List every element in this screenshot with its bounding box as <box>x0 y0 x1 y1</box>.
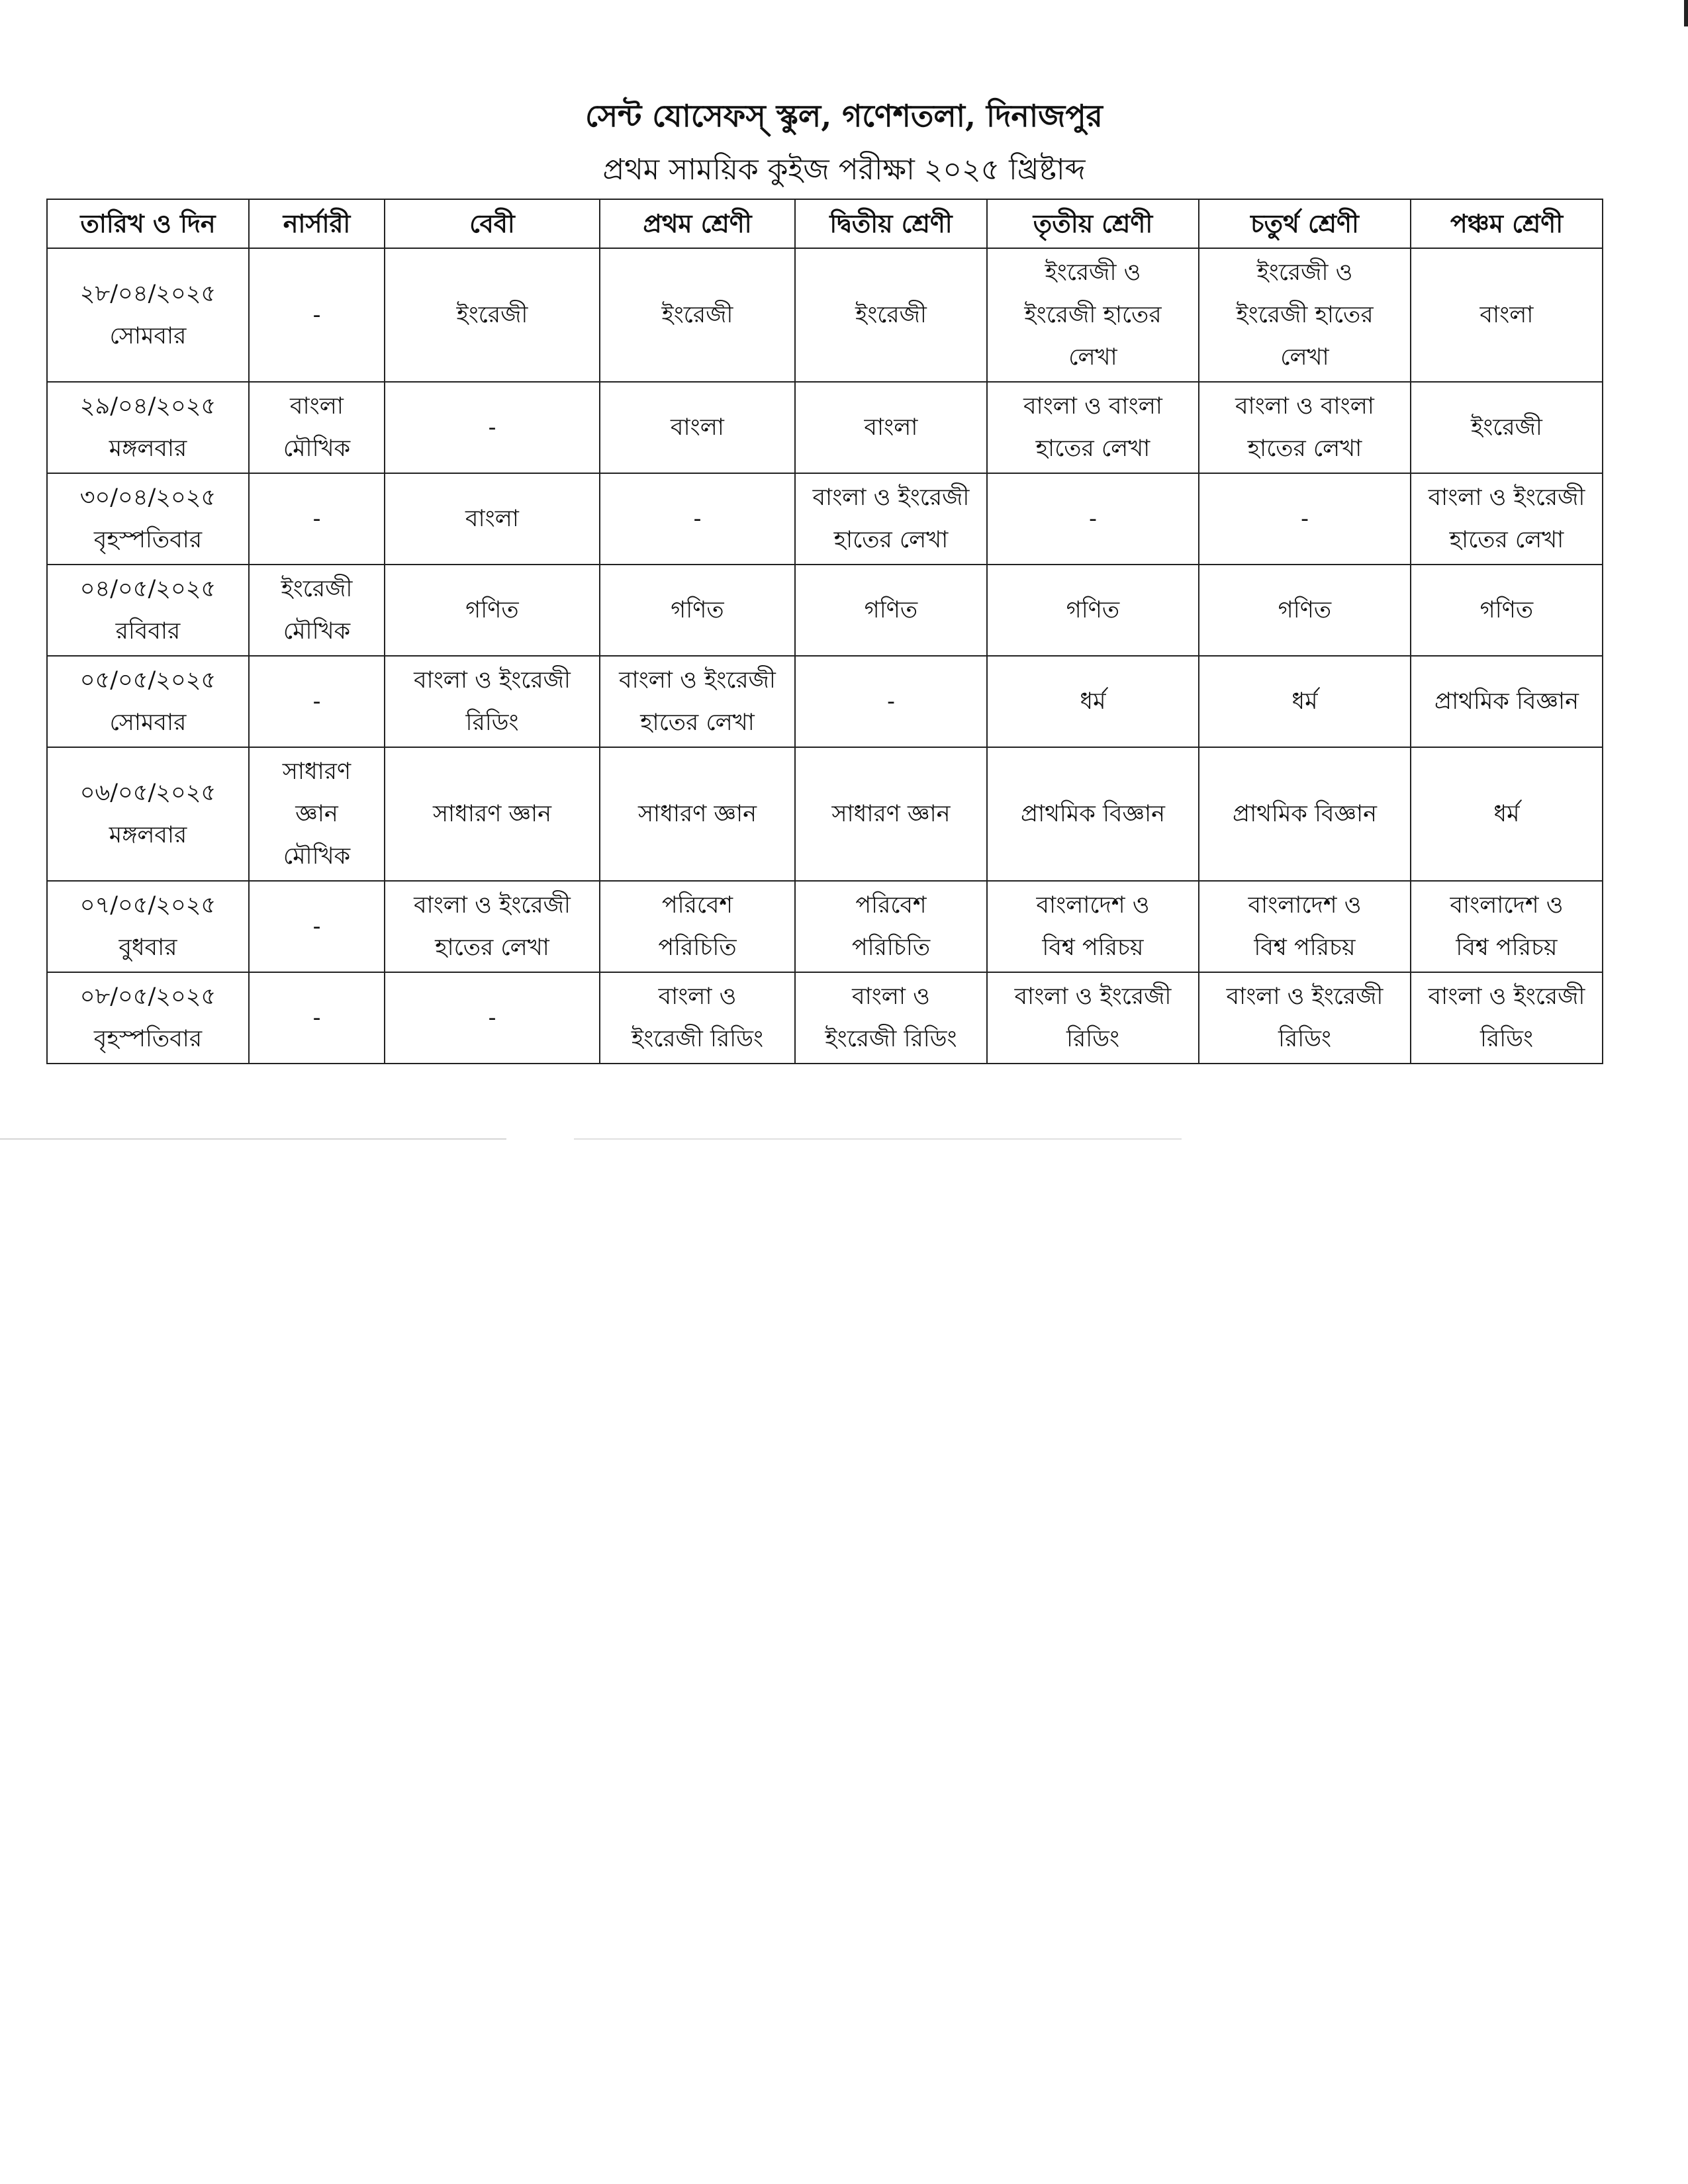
subject-text: - <box>312 688 321 715</box>
subject-text: বাংলা <box>465 506 519 532</box>
exam-routine-table <box>46 199 1603 1064</box>
exam-date: ০৫/০৫/২০২৫ <box>79 667 216 694</box>
subject-cell <box>385 972 600 1064</box>
table-body <box>47 248 1603 1064</box>
subject-text: - <box>488 1005 496 1031</box>
subject-text: প্রাথমিক বিজ্ঞান <box>1232 801 1378 827</box>
school-title: সেন্ট যোসেফস্ স্কুল, গণেশতলা, দিনাজপুর <box>585 98 1103 134</box>
subject-cell <box>1199 248 1411 382</box>
subject-text: বাংলা ও ইংরেজী <box>1428 484 1585 511</box>
subject-text: মৌখিক <box>283 435 351 462</box>
subject-text: - <box>1301 506 1309 532</box>
exam-day: রবিবার <box>115 618 181 645</box>
subject-cell <box>249 747 385 881</box>
table-header-row <box>47 199 1603 248</box>
subject-text: প্রাথমিক বিজ্ঞান <box>1020 801 1166 827</box>
subject-text: বিশ্ব পরিচয় <box>1456 934 1558 961</box>
exam-date: ২৯/০৪/২০২৫ <box>79 393 216 420</box>
exam-day: বৃহস্পতিবার <box>93 527 203 553</box>
subject-cell <box>600 747 795 881</box>
date-cell <box>47 473 249 565</box>
subject-text: - <box>312 302 321 328</box>
subject-text: গণিত <box>1479 597 1534 623</box>
exam-day: সোমবার <box>109 323 187 349</box>
exam-day: সোমবার <box>109 709 187 736</box>
subject-text: বাংলা ও ইংরেজী <box>812 484 970 511</box>
column-header: পঞ্চম শ্রেণী <box>1411 199 1603 248</box>
subject-cell <box>795 382 987 473</box>
subject-cell <box>1411 881 1603 972</box>
subject-text: গণিত <box>1066 597 1120 623</box>
subject-cell <box>795 747 987 881</box>
subject-cell <box>987 382 1199 473</box>
subject-text: রিডিং <box>1066 1026 1120 1052</box>
subject-cell <box>1199 473 1411 565</box>
subject-text: বাংলা <box>671 414 724 441</box>
subject-text: বাংলা <box>864 414 918 441</box>
subject-text: ইংরেজী হাতের <box>1024 302 1162 328</box>
date-cell <box>47 656 249 747</box>
table-row <box>47 565 1603 656</box>
date-cell <box>47 565 249 656</box>
date-cell <box>47 747 249 881</box>
subject-text: মৌখিক <box>283 843 351 870</box>
subject-cell <box>987 972 1199 1064</box>
subject-text: বিশ্ব পরিচয় <box>1254 934 1356 961</box>
subject-cell <box>385 565 600 656</box>
subject-cell <box>385 747 600 881</box>
table-row <box>47 473 1603 565</box>
subject-cell <box>795 881 987 972</box>
subject-text: মৌখিক <box>283 618 351 645</box>
exam-date: ০৮/০৫/২০২৫ <box>79 983 216 1010</box>
subject-text: ইংরেজী ও <box>1256 259 1353 286</box>
date-cell <box>47 881 249 972</box>
subject-text: হাতের লেখা <box>640 709 755 736</box>
exam-day: বৃহস্পতিবার <box>93 1026 203 1052</box>
subject-text: ইংরেজী হাতের <box>1236 302 1374 328</box>
subject-text: জ্ঞান <box>295 801 338 827</box>
subject-cell <box>249 881 385 972</box>
subject-text: সাধারণ <box>282 758 352 785</box>
subject-cell <box>1199 656 1411 747</box>
subject-text: ইংরেজী <box>456 302 528 328</box>
exam-date: ০৭/০৫/২০২৫ <box>79 892 216 919</box>
subject-cell <box>795 473 987 565</box>
subject-cell <box>1199 747 1411 881</box>
subject-text: ইংরেজী রিডিং <box>825 1026 957 1052</box>
exam-day: মঙ্গলবার <box>109 435 187 462</box>
subject-cell <box>1411 473 1603 565</box>
subject-cell <box>1199 565 1411 656</box>
subject-text: বাংলা <box>1479 302 1534 328</box>
scan-edge-mark <box>1684 0 1688 26</box>
exam-date: ২৮/০৪/২০২৫ <box>79 281 216 307</box>
subject-cell <box>795 656 987 747</box>
subject-text: বাংলা ও বাংলা <box>1023 393 1162 420</box>
column-header: দ্বিতীয় শ্রেণী <box>795 199 987 248</box>
exam-day: বুধবার <box>118 934 177 961</box>
subject-cell <box>1411 565 1603 656</box>
subject-text: বাংলা ও <box>852 983 930 1010</box>
column-header: তারিখ ও দিন <box>47 199 249 248</box>
subject-text: রিডিং <box>465 709 519 736</box>
subject-cell <box>600 656 795 747</box>
subject-cell <box>1411 747 1603 881</box>
subject-text: - <box>693 506 702 532</box>
subject-text: বাংলাদেশ ও <box>1450 892 1564 919</box>
subject-text: হাতের লেখা <box>1449 527 1564 553</box>
subject-cell <box>249 248 385 382</box>
subject-text: রিডিং <box>1278 1026 1332 1052</box>
subject-text: বাংলা ও ইংরেজী <box>1428 983 1585 1010</box>
subject-text: বাংলা ও বাংলা <box>1235 393 1374 420</box>
subject-text: লেখা <box>1068 344 1117 371</box>
subject-cell <box>1411 382 1603 473</box>
exam-date: ০৪/০৫/২০২৫ <box>79 576 216 602</box>
subject-cell <box>987 656 1199 747</box>
subject-cell <box>600 565 795 656</box>
subject-text: ধর্ম <box>1291 688 1318 715</box>
subject-text: ইংরেজী <box>1471 414 1542 441</box>
subject-text: গণিত <box>465 597 519 623</box>
subject-text: - <box>488 414 496 441</box>
subject-text: - <box>312 1005 321 1031</box>
scan-artifact-line <box>0 1138 1688 1140</box>
table-row <box>47 972 1603 1064</box>
table-row <box>47 248 1603 382</box>
subject-cell <box>795 248 987 382</box>
subject-cell <box>600 382 795 473</box>
table-row <box>47 747 1603 881</box>
subject-text: পরিচিতি <box>851 934 931 961</box>
subject-text: সাধারণ জ্ঞান <box>831 801 951 827</box>
subject-cell <box>1411 248 1603 382</box>
subject-text: - <box>312 506 321 532</box>
subject-text: বাংলা <box>290 393 344 420</box>
subject-text: গণিত <box>864 597 918 623</box>
subject-text: - <box>312 913 321 940</box>
subject-text: ইংরেজী ও <box>1045 259 1141 286</box>
subject-text: বাংলা ও <box>658 983 737 1010</box>
subject-cell <box>385 248 600 382</box>
subject-cell <box>249 656 385 747</box>
subject-text: হাতের লেখা <box>833 527 949 553</box>
exam-date: ০৬/০৫/২০২৫ <box>79 780 216 806</box>
subject-cell <box>987 473 1199 565</box>
subject-text: বাংলা ও ইংরেজী <box>1014 983 1172 1010</box>
exam-subtitle: প্রথম সাময়িক কুইজ পরীক্ষা ২০২৫ খ্রিষ্টাব্দ <box>602 153 1086 187</box>
subject-text: ধর্ম <box>1493 801 1520 827</box>
subject-cell <box>1199 382 1411 473</box>
subject-text: বাংলা ও ইংরেজী <box>619 667 776 694</box>
subject-cell <box>249 972 385 1064</box>
subject-text: বাংলা ও ইংরেজী <box>1226 983 1383 1010</box>
date-cell <box>47 248 249 382</box>
subject-text: বাংলাদেশ ও <box>1036 892 1150 919</box>
subject-cell <box>385 656 600 747</box>
subject-cell <box>385 881 600 972</box>
subject-text: বাংলা ও ইংরেজী <box>414 667 571 694</box>
subject-text: হাতের লেখা <box>1247 435 1362 462</box>
exam-day: মঙ্গলবার <box>109 822 187 848</box>
subject-text: গণিত <box>671 597 724 623</box>
table-row <box>47 382 1603 473</box>
subject-text: ধর্ম <box>1080 688 1106 715</box>
subject-cell <box>385 473 600 565</box>
subject-text: - <box>1089 506 1097 532</box>
subject-cell <box>987 881 1199 972</box>
subject-cell <box>1411 656 1603 747</box>
exam-date: ৩০/০৪/২০২৫ <box>79 484 216 511</box>
subject-cell <box>795 972 987 1064</box>
subject-text: লেখা <box>1280 344 1329 371</box>
subject-text: পরিবেশ <box>855 892 927 919</box>
subject-text: সাধারণ জ্ঞান <box>637 801 757 827</box>
subject-text: বাংলা ও ইংরেজী <box>414 892 571 919</box>
subject-cell <box>249 565 385 656</box>
table-row <box>47 656 1603 747</box>
subject-cell <box>987 565 1199 656</box>
subject-cell <box>987 248 1199 382</box>
subject-text: বিশ্ব পরিচয় <box>1042 934 1144 961</box>
subject-text: সাধারণ জ্ঞান <box>432 801 552 827</box>
date-cell <box>47 972 249 1064</box>
subject-text: পরিবেশ <box>661 892 733 919</box>
subject-cell <box>600 473 795 565</box>
subject-text: ইংরেজী <box>281 576 353 602</box>
subject-text: হাতের লেখা <box>1035 435 1150 462</box>
subject-text: ইংরেজী রিডিং <box>631 1026 764 1052</box>
subject-cell <box>600 972 795 1064</box>
date-cell <box>47 382 249 473</box>
subject-cell <box>385 382 600 473</box>
subject-cell <box>1411 972 1603 1064</box>
column-header: চতুর্থ শ্রেণী <box>1199 199 1411 248</box>
subject-cell <box>600 248 795 382</box>
subject-text: পরিচিতি <box>658 934 737 961</box>
subject-cell <box>1199 972 1411 1064</box>
subject-cell <box>249 382 385 473</box>
subject-text: হাতের লেখা <box>435 934 549 961</box>
subject-text: বাংলাদেশ ও <box>1248 892 1362 919</box>
subject-cell <box>1199 881 1411 972</box>
subject-text: ইংরেজী <box>855 302 927 328</box>
subject-text: রিডিং <box>1479 1026 1534 1052</box>
subject-cell <box>249 473 385 565</box>
column-header: প্রথম শ্রেণী <box>600 199 795 248</box>
subject-cell <box>987 747 1199 881</box>
subject-text: - <box>887 688 895 715</box>
subject-text: প্রাথমিক বিজ্ঞান <box>1434 688 1579 715</box>
column-header: তৃতীয় শ্রেণী <box>987 199 1199 248</box>
subject-text: ইংরেজী <box>661 302 733 328</box>
column-header: নার্সারী <box>249 199 385 248</box>
subject-text: গণিত <box>1278 597 1332 623</box>
subject-cell <box>600 881 795 972</box>
subject-cell <box>795 565 987 656</box>
column-header: বেবী <box>385 199 600 248</box>
table-row <box>47 881 1603 972</box>
